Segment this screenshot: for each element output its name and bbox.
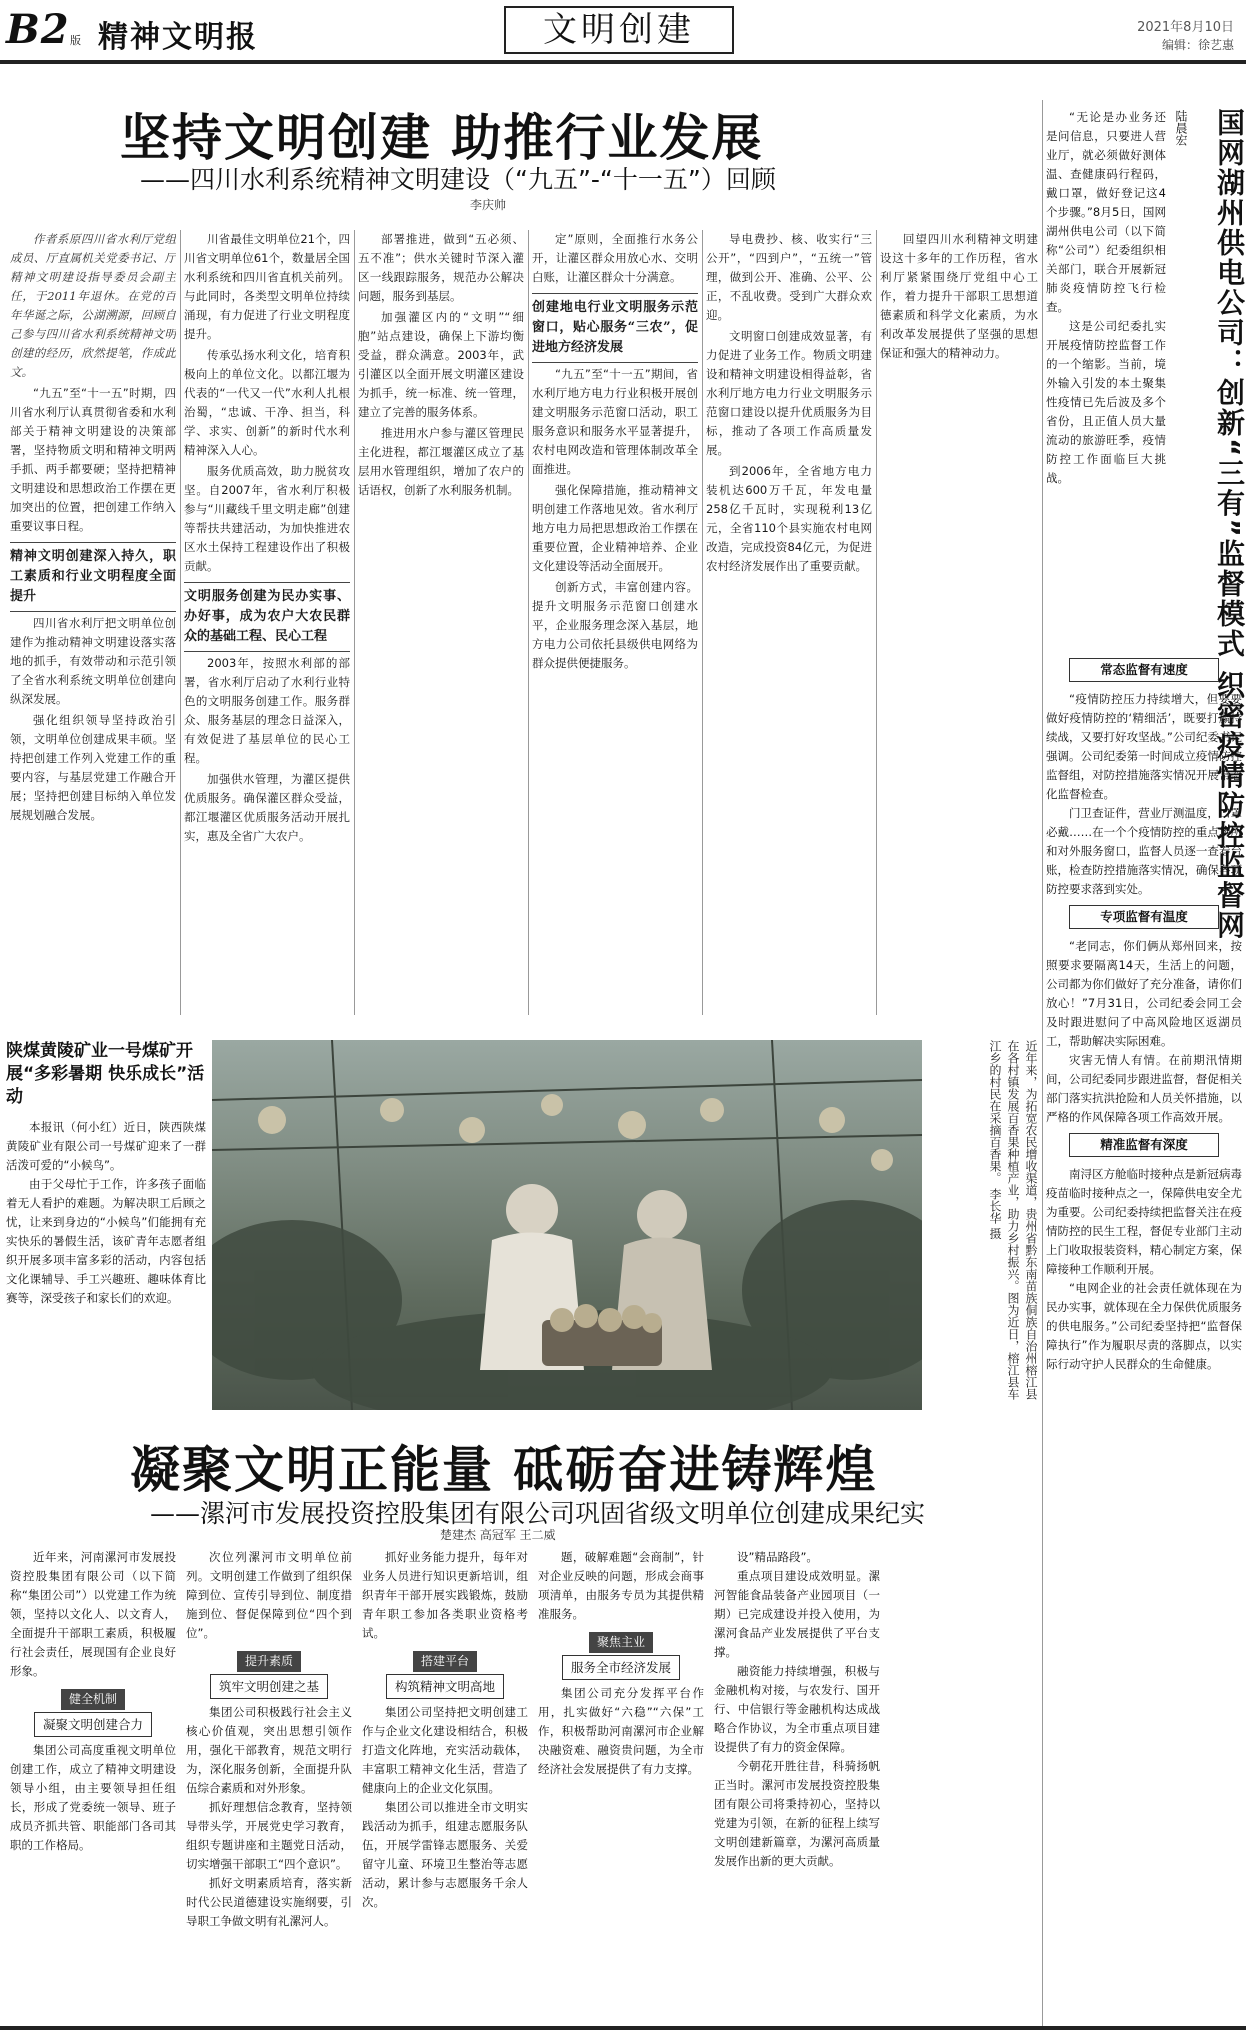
paragraph: 定”原则，全面推行水务公开，让灌区群众用放心水、交明白账，让灌区群众十分满意。: [532, 232, 698, 284]
column-divider: [876, 230, 877, 1015]
paragraph: 集团公司充分发挥平台作用，扎实做好“六稳”“六保”工作，积极帮助河南漯河市企业解决融资难、融资贵问题，为全市经济社会发展提供了有力支撑。: [538, 1686, 704, 1776]
article1-column-3: [358, 230, 524, 1015]
paragraph: 抓好理想信念教育，坚持领导带头学，开展党史学习教育，组织专题讲座和主题党日活动，切实增强干部职工“四个意识”。: [186, 1800, 352, 1871]
side-divider: [1042, 100, 1043, 2028]
paragraph: 南浔区方舱临时接种点是新冠病毒疫苗临时接种点之一，保障供电安全尤为重要。公司纪委持续把监督关注在疫情防控的民生工程，督促专业部门主动上门收取报装资料，精心制定方案，保障接种工作顺利开展。: [1046, 1167, 1242, 1276]
article2-title: 凝聚文明正能量 砥砺奋进铸辉煌: [130, 1441, 878, 1499]
side-subheading: 精准监督有深度: [1069, 1133, 1219, 1157]
paragraph: 加强灌区内的“文明”“细胞”站点建设，确保上下游均衡受益，群众满意。2003年，武引灌区以全面开展文明灌区建设为抓手，统一标准、统一管理，建立了完善的服务体系。: [358, 310, 524, 419]
side-article-column-1: [1046, 108, 1166, 648]
paragraph: “电网企业的社会责任就体现在为民办实事，就体现在全力保供优质服务的供电服务。”公司纪委坚持把“监督保障执行”作为履职尽责的落脚点，以实际行动守护人民群众的生命健康。: [1046, 1281, 1242, 1371]
side-article-column-2: [1046, 652, 1242, 2030]
paragraph: “无论是办业务还是问信息，只要进人营业厅，就必须做好测体温、查健康码行程码，戴口罩，做好登记这4个步骤。”8月5日，国网湖州供电公司（以下简称“公司”）纪委组织相关部门，联合开展新冠肺炎疫情防控飞行检查。: [1046, 110, 1166, 314]
paragraph: “九五”至“十一五”期间，省水利厅地方电力行业积极开展创建文明服务示范窗口活动，职工服务意识和服务水平显著提升，农村电网改造和管理体制改革全面推进。: [532, 367, 698, 476]
article2-author: 楚建杰 高冠军 王二威: [440, 1528, 556, 1542]
paragraph: 强化组织领导坚持政治引领，文明单位创建成果丰硕。坚持把创建工作列入党建工作的重要内容，与基层党建工作融合开展；坚持把创建目标纳入单位发展规划融合发展。: [10, 713, 176, 822]
paragraph: 集团公司坚持把文明创建工作与企业文化建设相结合，积极打造文化阵地，充实活动载体，丰富职工精神文化生活，营造了健康向上的企业文化氛围。: [362, 1705, 528, 1795]
article2-column-3: [362, 1548, 528, 2028]
photo-caption: 近年来，为拓宽农民增收渠道，贵州省黔东南苗族侗族自治州榕江县在各村镇发展百香果种植产业，助力乡村振兴。图为近日，榕江县车江乡的村民在采摘百香果。 李长华 摄: [988, 1040, 1038, 1400]
paragraph: 2003年，按照水利部的部署，省水利厅启动了水利行业特色的文明服务创建工作。服务群众、服务基层的理念日益深入，有效促进了基层单位的民心工程。: [184, 656, 350, 765]
article2-subtitle: ——漯河市发展投资控股集团有限公司巩固省级文明单位创建成果纪实: [150, 1499, 926, 1528]
article1-subtitle: ——四川水利系统精神文明建设（“九五”-“十一五”）回顾: [140, 165, 776, 194]
section-tag: 提升素质 筑牢文明创建之基: [210, 1651, 328, 1699]
column-divider: [354, 230, 355, 1015]
article1-column-5: [706, 230, 872, 1015]
paragraph: 今朝花开胜往昔，科骑扬帆正当时。漯河市发展投资控股集团有限公司将秉持初心，坚持以党建为引领，在新的征程上续写文明创建新篇章，为漯河高质量发展作出新的更大贡献。: [714, 1759, 880, 1868]
paragraph: 重点项目建设成效明显。漯河智能食品装备产业园项目（一期）已完成建设并投入使用，为漯河食品产业发展提供了平台支撑。: [714, 1569, 880, 1659]
paragraph: 创新方式，丰富创建内容。提升文明服务示范窗口创建水平，企业服务理念深入基层，地方电力公司依托县级供电网络为群众提供便捷服务。: [532, 580, 698, 670]
article1-column-4: [532, 230, 698, 1015]
paragraph: 四川省水利厅把文明单位创建作为推动精神文明建设落实落地的抓手，有效带动和示范引领了全省水利系统文明单位创建向纵深发展。: [10, 616, 176, 706]
paragraph: 加强供水管理，为灌区提供优质服务。确保灌区群众受益，都江堰灌区优质服务活动开展扎实，惠及全省广大农户。: [184, 772, 350, 843]
paragraph: 本报讯（何小红）近日，陕西陕煤黄陵矿业有限公司一号煤矿迎来了一群活泼可爱的“小候鸟”。: [6, 1120, 206, 1172]
paragraph: 题，破解难题“会商制”，针对企业反映的问题，形成会商事项清单，由服务专员为其提供精准服务。: [538, 1550, 704, 1621]
article1-title: 坚持文明创建 助推行业发展: [120, 109, 764, 167]
fruit-basket: [542, 1304, 662, 1366]
paragraph: 门卫查证件，营业厅测温度，口罩必戴……在一个个疫情防控的重点场所和对外服务窗口，监督人员逐一查看台账，检查防控措施落实情况，确保各项防控要求落到实处。: [1046, 806, 1242, 896]
photo-illustration: [212, 1040, 922, 1410]
paragraph: 回望四川水利精神文明建设这十多年的工作历程，省水利厅紧紧围绕厅党组中心工作，着力提升干部职工思想道德素质和科学文化素质，为水利改革发展提供了坚强的思想保证和强大的精神动力。: [880, 232, 1038, 360]
paragraph: “老同志，你们俩从郑州回来，按照要求要隔离14天，生活上的问题，公司都为你们做好了充分准备，请你们放心！”7月31日，公司纪委会同工会及时跟进慰问了中高风险地区返湖员工，帮助解决实际困难。: [1046, 939, 1242, 1048]
section-heading: 精神文明创建深入持久，职工素质和行业文明程度全面提升: [10, 542, 176, 612]
paragraph: 服务优质高效，助力脱贫攻坚。自2007年，省水利厅积极参与“川藏线千里文明走廊”创建等帮扶共建活动，为加快推进农区水土保持工程建设作出了积极贡献。: [184, 464, 350, 573]
column-divider: [180, 230, 181, 1015]
article2-column-2: [186, 1548, 352, 2028]
page-ban-label: 版: [70, 34, 81, 47]
section-tag: 搭建平台 构筑精神文明高地: [386, 1651, 504, 1699]
paragraph: 集团公司积极践行社会主义核心价值观，突出思想引领作用，强化干部教育，规范文明行为，深化服务创新，全面提升队伍综合素质和对外形象。: [186, 1705, 352, 1795]
paragraph: 部署推进，做到“五必须、五不准”；供水关键时节深入灌区一线跟踪服务，规范办公解决问题，服务到基层。: [358, 232, 524, 303]
paragraph: 抓好业务能力提升，每年对业务人员进行知识更新培训，组织青年干部开展实践锻炼，鼓励青年职工参加各类职业资格考试。: [362, 1550, 528, 1640]
section-heading: 文明服务创建为民办实事、办好事，成为农户大农民群众的基础工程、民心工程: [184, 582, 350, 652]
article1-author: 李庆帅: [470, 198, 507, 212]
column-divider: [528, 230, 529, 1015]
paragraph: 这是公司纪委扎实开展疫情防控监督工作的一个缩影。当前，境外输入引发的本土聚集性疫情已先后波及多个省份，且正值人员大量流动的旅游旺季，疫情防控工作面临巨大挑战。: [1046, 319, 1166, 485]
paragraph: 近年来，河南漯河市发展投资控股集团有限公司（以下简称“集团公司”）以党建工作为统领，坚持以文化人、以文育人，全面提升干部职工素质，积极履行社会责任，展现国有企业良好形象。: [10, 1550, 176, 1678]
paragraph: 导电费抄、核、收实行“三公开”，“四到户”，“五统一”管理，做到公开、准确、公平、公正，不乱收费。受到广大群众欢迎。: [706, 232, 872, 322]
news-box-body: [6, 1118, 206, 1410]
editor-credit: 编辑：徐艺惠: [1161, 38, 1234, 52]
column-divider: [702, 230, 703, 1015]
side-article-title: 国网湖州供电公司：创新“三有”监督模式 织密疫情防控监督网: [1213, 108, 1246, 941]
article1-column-6: [880, 230, 1038, 1015]
article1-intro: 作者系原四川省水利厅党组成员、厅直属机关党委书记、厅精神文明建设指导委员会副主任，于2011年退休。在党的百年华诞之际，公湖溯源，回顾自己参与四川省水利系统精神文明创建的经历，欣然提笔，作成此文。: [10, 232, 176, 379]
paragraph: 集团公司以推进全市文明实践活动为抓手，组建志愿服务队伍，开展学雷锋志愿服务、关爱留守儿童、环境卫生整治等志愿活动，累计参与志愿服务千余人次。: [362, 1800, 528, 1909]
paragraph: 灾害无情人有情。在前期汛情期间，公司纪委同步跟进监督，督促相关部门落实抗洪抢险和人员关怀措施，以严格的作风保障各项工作高效开展。: [1046, 1053, 1242, 1124]
article1-column-2: [184, 230, 350, 1015]
paragraph: 推进用水户参与灌区管理民主化进程，都江堰灌区成立了基层用水管理组织，增加了农户的话语权，创新了水利服务机制。: [358, 426, 524, 497]
newspaper-name: 精神文明报: [98, 20, 258, 55]
paragraph: 次位列漯河市文明单位前列。文明创建工作做到了组织保障到位、宣传引导到位、制度措施到位、督促保障到位“四个到位”。: [186, 1550, 352, 1640]
section-tag: 聚焦主业 服务全市经济发展: [562, 1632, 680, 1680]
news-box-title: 陕煤黄陵矿业一号煤矿开展“多彩暑期 快乐成长”活动: [6, 1041, 205, 1107]
article2-column-5: [714, 1548, 880, 2028]
paragraph: 设”精品路段”。: [737, 1550, 818, 1564]
paragraph: 抓好文明素质培育，落实新时代公民道德建设实施纲要，引导职工争做文明有礼漯河人。: [186, 1876, 352, 1928]
paragraph: “九五”至“十一五”时期，四川省水利厅认真贯彻省委和水利部关于精神文明建设的决策部署，坚持物质文明和精神文明两手抓、两手都要硬；坚持把精神文明建设和思想政治工作摆在更加突出的位置，把创建工作纳入重要议事日程。: [10, 386, 176, 533]
passion-fruit-harvest-photo: [212, 1040, 922, 1410]
article2-column-4: [538, 1548, 704, 2028]
bottom-rule: [0, 2026, 1246, 2030]
issue-date: 2021年8月10日: [1137, 20, 1234, 35]
page-number: B2: [6, 6, 70, 53]
paragraph: 融资能力持续增强，积极与金融机构对接，与农发行、国开行、中信银行等金融机构达成战略合作协议，为全市重点项目建设提供了有力的资金保障。: [714, 1664, 880, 1754]
section-heading: 创建地电行业文明服务示范窗口，贴心服务“三农”，促进地方经济发展: [532, 293, 698, 363]
article2-column-1: [10, 1548, 176, 2028]
section-tag: 健全机制 凝聚文明创建合力: [34, 1689, 152, 1737]
paragraph: 到2006年，全省地方电力装机达600万千瓦，年发电量258亿千瓦时，实现税利13亿元，全省110个县实施农村电网改造，完成投资84亿元，为促进农村经济发展作出了重要贡献。: [706, 464, 872, 573]
side-article-author: 陆晨宏: [1174, 110, 1188, 146]
paragraph: 强化保障措施，推动精神文明创建工作落地见效。省水利厅地方电力局把思想政治工作摆在重要位置，企业精神培养、企业文化建设等活动全面展开。: [532, 483, 698, 573]
masthead-rule: [0, 60, 1246, 64]
paragraph: “疫情防控压力持续增大，但要要做好疫情防控的‘精细活’，既要打赢持续战，又要打好攻坚战。”公司纪委书记强调。公司纪委第一时间成立疫情防控监督组，对防控措施落实情况开展常态化监督检查。: [1046, 692, 1242, 801]
article1-column-1: [10, 230, 176, 1015]
masthead: [0, 0, 1246, 70]
paragraph: 集团公司高度重视文明单位创建工作，成立了精神文明建设领导小组，由主要领导担任组长，形成了党委统一领导、班子成员齐抓共管、职能部门各司其职的工作格局。: [10, 1743, 176, 1852]
section-title: 文明创建: [504, 6, 734, 54]
paragraph: 川省最佳文明单位21个，四川省文明单位61个，数量居全国水利系统和四川省直机关前列。与此同时，各类型文明单位持续涌现，有力促进了行业文明程度提升。: [184, 232, 350, 341]
paragraph: 传承弘扬水利文化，培育积极向上的单位文化。以都江堰为代表的“一代又一代”水利人扎根治蜀，“忠诚、干净、担当，科学、求实、创新”的新时代水利精神深入人心。: [184, 348, 350, 457]
paragraph: 由于父母忙于工作，许多孩子面临着无人看护的难题。为解决职工后顾之忧，让来到身边的“小候鸟”们能拥有充实快乐的暑假生活，该矿青年志愿者组织开展多项丰富多彩的活动，内容包括文化课辅导、手工兴趣班、趣味体育比赛等，深受孩子和家长们的欢迎。: [6, 1177, 206, 1305]
paragraph: 文明窗口创建成效显著，有力促进了业务工作。物质文明建设和精神文明建设相得益彰，省水利厅地方电力行业文明服务示范窗口建设以提升优质服务为目标，推动了各项工作高质量发展。: [706, 329, 872, 457]
side-subheading: 常态监督有速度: [1069, 658, 1219, 682]
side-subheading: 专项监督有温度: [1069, 905, 1219, 929]
